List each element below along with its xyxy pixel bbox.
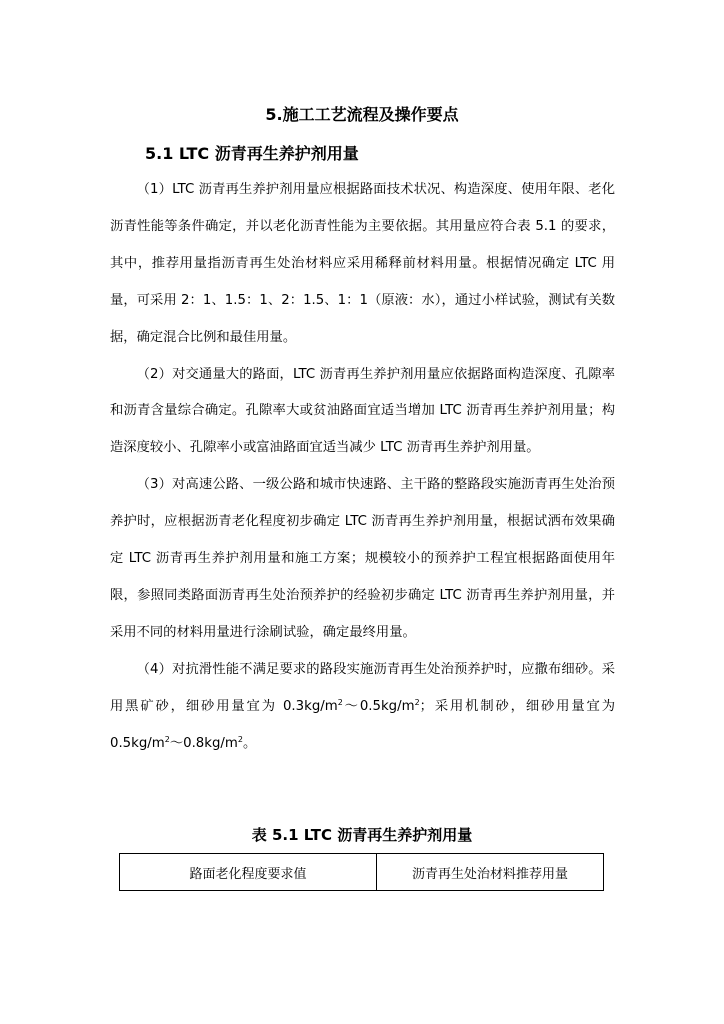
paragraph-2: （2）对交通量大的路面，LTC 沥青再生养护剂用量应依据路面构造深度、孔隙率和沥青含量综合确定。孔隙率大或贫油路面宜适当增加 LTC 沥青再生养护剂用量；构造深度较小、孔隙率小或富油路面宜适当减少 LTC 沥青再生养护剂用量。 <box>110 366 615 456</box>
paragraph-1: （1）LTC 沥青再生养护剂用量应根据路面技术状况、构造深度、使用年限、老化沥青性能等条件确定，并以老化沥青性能为主要依据。其用量应符合表 5.1 的要求，其中，推荐用量指沥青再生处治材料应采用稀释前材料用量。根据情况确定 LTC 用量，可采用 2：1、1.5：1、2：1.5、1：1（原液：水），通过小样试验，测试有关数据，确定混合比例和最佳用量。 <box>110 182 615 345</box>
superscript-4: 2 <box>237 734 243 744</box>
table-header-cell: 沥青再生处治材料推荐用量 <box>411 866 568 882</box>
table-caption: 表 5.1 LTC 沥青再生养护剂用量 <box>251 826 473 844</box>
subsection-heading: 5.1 LTC 沥青再生养护剂用量 <box>145 144 359 163</box>
dosage-table <box>119 853 604 891</box>
paragraph-4-text-3: ；采用机制砂，细砂用量宜为 0.5kg/m <box>110 698 615 751</box>
superscript-2: 2 <box>414 697 420 707</box>
paragraph-4 <box>110 652 615 763</box>
paragraph-4-text-5: 。 <box>242 735 257 751</box>
paragraph-4-text-1: （4）对抗滑性能不满足要求的路段实施沥青再生处治预养护时，应撒布细砂。采用黑矿砂，细砂用量宜为 0.3kg/m <box>110 661 615 714</box>
section-heading: 5.施工工艺流程及操作要点 <box>265 105 459 124</box>
table-header-cell: 路面老化程度要求值 <box>120 854 377 890</box>
superscript-1: 2 <box>337 697 343 707</box>
paragraph-4-text-2: ～0.5kg/m <box>342 698 415 714</box>
paragraph-3: （3）对高速公路、一级公路和城市快速路、主干路的整路段实施沥青再生处治预养护时，应根据沥青老化程度初步确定 LTC 沥青再生养护剂用量，根据试洒布效果确定 LTC 沥青再生养护剂用量和施工方案；规模较小的预养护工程宜根据路面使用年限，参照同类路面沥青再生处治预养护的经验初步确定 LTC 沥青再生养护剂用量，并采用不同的材料用量进行涂刷试验，确定最终用量。 <box>110 477 615 640</box>
paragraph-4-text-4: ～0.8kg/m <box>169 735 238 751</box>
body-text <box>110 172 615 763</box>
superscript-3: 2 <box>164 734 170 744</box>
